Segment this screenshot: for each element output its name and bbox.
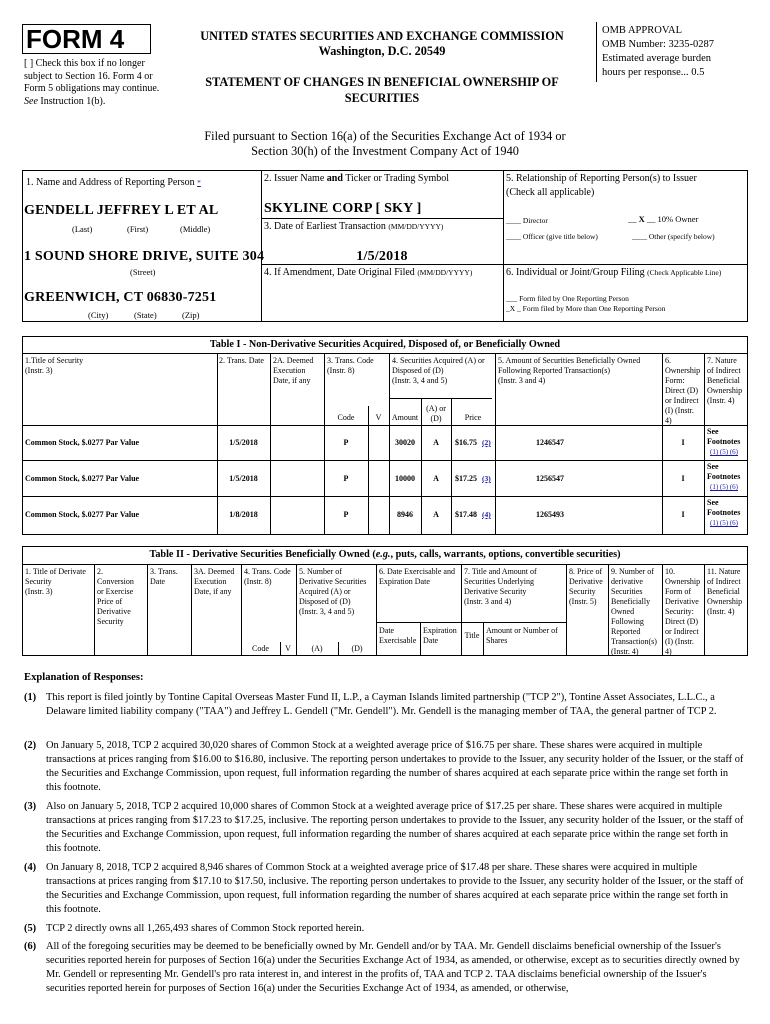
footnote-3 xyxy=(24,800,744,856)
t1-r3-date: 1/8/2018 xyxy=(229,510,258,519)
footnote-6-num: (6) xyxy=(24,941,37,952)
rel-ten-pre: __ xyxy=(628,214,637,224)
t1-r2-price xyxy=(455,474,491,484)
t1-r3-price xyxy=(455,510,491,520)
t1-r2-date: 1/5/2018 xyxy=(229,474,258,483)
t1-r2-ad: A xyxy=(433,474,439,483)
rel-ten-percent-owner xyxy=(628,215,698,225)
rel-ten-x: X xyxy=(638,214,645,224)
box1-star-link[interactable]: * xyxy=(197,178,201,187)
middle-label: (Middle) xyxy=(180,224,211,234)
divider xyxy=(270,353,271,535)
divider xyxy=(261,218,503,219)
divider xyxy=(22,353,748,354)
checkbox-text-a: [ ] Check this box if no longer subject to Section 16. Form 4 or Form 5 obligations may continue. xyxy=(24,58,160,94)
box4-label xyxy=(264,267,472,279)
box5-label-1: 5. Relationship of Reporting Person(s) to Issuer xyxy=(506,173,697,184)
divider xyxy=(22,496,748,497)
omb-number: OMB Number: 3235-0287 xyxy=(602,39,714,50)
footnote-2-num: (2) xyxy=(24,740,37,751)
statement-line-1: STATEMENT OF CHANGES IN BENEFICIAL OWNERSHIP OF xyxy=(205,75,559,89)
t1-r3-owned: 1265493 xyxy=(536,510,564,519)
omb-title: OMB APPROVAL xyxy=(602,25,683,36)
divider xyxy=(22,460,748,461)
earliest-transaction-date: 1/5/2018 xyxy=(356,249,408,264)
divider xyxy=(261,170,262,322)
box3-label-text: 3. Date of Earliest Transaction xyxy=(264,221,386,232)
t1-r2-owned: 1256547 xyxy=(536,474,564,483)
t1-r3-title: Common Stock, $.0277 Par Value xyxy=(25,510,140,519)
t1-r1-amount: 30020 xyxy=(395,438,415,447)
divider xyxy=(22,564,748,565)
filed-pursuant-1: Filed pursuant to Section 16(a) of the Securities Exchange Act of 1934 or xyxy=(204,129,566,143)
rel-officer: ____ Officer (give title below) xyxy=(506,232,598,241)
form-title: FORM 4 xyxy=(26,24,125,54)
t1-h-ad-sub: (A) or (D) xyxy=(426,404,446,423)
divider xyxy=(566,564,567,656)
t2-h-code-sub: Code xyxy=(252,644,269,653)
box3-label xyxy=(264,221,443,233)
t1-r2-nature-fn-label: Footnotes xyxy=(707,472,741,481)
t1-h-code-sub: Code xyxy=(337,413,355,422)
footnote-5-num: (5) xyxy=(24,923,37,934)
filing-one-person: ___ Form filed by One Reporting Person xyxy=(506,294,629,303)
divider xyxy=(376,622,566,623)
t1-h-nature: 7. Nature of Indirect Beneficial Ownership (Instr. 4) xyxy=(707,356,743,405)
checkbox-see: See xyxy=(24,95,38,107)
box1-label-text: 1. Name and Address of Reporting Person xyxy=(26,177,195,188)
divider xyxy=(368,406,369,535)
t1-h-form: 6. Ownership Form: Direct (D) or Indirect (I) (Instr. 4) xyxy=(665,356,701,425)
footnote-4-text: On January 8, 2018, TCP 2 acquired 8,946 shares of Common Stock at a weighted average price of $17.48 per share. These shares were acquired in multiple transactions at prices ranging from $17.10 to $17.50, inclusive. The reporting person undertakes to provide to the Issuer, any security holder of the Issuer, or the staff of the Securities and Exchange Commission, upon request, full information regarding the number of shares acquired at each separate price within the range set forth in this footnote. xyxy=(46,862,744,915)
divider xyxy=(503,170,504,322)
box4-label-text: 4. If Amendment, Date Original Filed xyxy=(264,267,415,278)
street-address: 1 SOUND SHORE DRIVE, SUITE 304 xyxy=(24,249,265,264)
t2-h-d-sub: (D) xyxy=(351,644,363,653)
box6-check: (Check Applicable Line) xyxy=(647,268,722,277)
t1-r3-nature-fn-label: Footnotes xyxy=(707,508,741,517)
divider xyxy=(389,398,492,399)
box6-label-text: 6. Individual or Joint/Group Filing xyxy=(506,267,645,278)
t2-h-number: 5. Number of Derivative Securities Acquired (A) or Disposed of (D) (Instr. 3, 4 and 5) xyxy=(299,567,367,616)
t1-r1-code: P xyxy=(343,438,349,447)
footnote-1-text: This report is filed jointly by Tontine Capital Overseas Master Fund II, L.P., a Cayman Islands limited partnership ("TCP 2"), Tontine Asset Associates, L.L.C., a Delaware limited liability company ("TAA") and Jeffrey L. Gendell ("Mr. Gendell"). Mr. Gendell is the managing member of TAA, the general partner of TCP 2. xyxy=(46,692,717,717)
t1-r3-nature-see: See xyxy=(707,498,719,507)
box5-label-2: (Check all applicable) xyxy=(506,187,595,198)
checkbox-text-b: Instruction 1(b). xyxy=(40,95,106,107)
t1-r1-date: 1/5/2018 xyxy=(229,438,258,447)
first-label: (First) xyxy=(127,224,149,234)
divider xyxy=(296,564,297,656)
t2-h-form: 10. Ownership Form of Derivative Security: Direct (D) or Indirect (I) (Instr. 4) xyxy=(665,567,701,656)
t1-r1-price-footnote[interactable]: (2) xyxy=(482,438,491,447)
statement-line-2: SECURITIES xyxy=(344,91,420,105)
t1-h-title: 1.Title of Security (Instr. 3) xyxy=(25,356,84,375)
street-label: (Street) xyxy=(130,267,156,277)
divider xyxy=(241,564,242,656)
t1-r1-owned: 1246547 xyxy=(536,438,564,447)
t2-h-date: 3. Trans. Date xyxy=(150,567,178,586)
divider xyxy=(608,564,609,656)
rel-ten-post: __ 10% Owner xyxy=(646,214,699,224)
t1-r3-nature-footnotes[interactable]: (1) (5) (6) xyxy=(710,519,738,527)
t2-h-a-sub: (A) xyxy=(311,644,323,653)
t2-h-nature: 11. Nature of Indirect Beneficial Ownership (Instr. 4) xyxy=(707,567,743,616)
t2-h-title-sub: Title xyxy=(464,631,480,640)
state-label: (State) xyxy=(134,310,157,320)
omb-burden-2: hours per response... 0.5 xyxy=(602,67,705,78)
footnote-3-text: Also on January 5, 2018, TCP 2 acquired 10,000 shares of Common Stock at a weighted average price of $17.25 per share. These shares were acquired in multiple transactions at prices ranging from $17.23 to $17.25, inclusive. The reporting person undertakes to provide to the Issuer, any security holder of the Issuer, or the staff of the Securities and Exchange Commission, upon request, full information regarding the number of shares acquired at each separate price within the range set forth in this footnote. xyxy=(46,801,744,854)
t1-h-owned: 5. Amount of Securities Beneficially Owned Following Reported Transaction(s) (Instr. 3 and 4) xyxy=(498,356,641,385)
filed-pursuant-2: Section 30(h) of the Investment Company Act of 1940 xyxy=(251,144,519,158)
divider xyxy=(147,564,148,656)
t2-h-deemed: 3A. Deemed Execution Date, if any xyxy=(194,567,235,596)
t1-r2-nature-footnotes[interactable]: (1) (5) (6) xyxy=(710,483,738,491)
t2-title-a: Table II - Derivative Securities Beneficially Owned ( xyxy=(149,549,376,560)
omb-burden-1: Estimated average burden xyxy=(602,53,712,64)
t2-h-derivative-owned: 9. Number of derivative Securities Beneficially Owned Following Reported Transaction(s) (Instr. 4) xyxy=(611,567,657,656)
t1-r2-price-footnote[interactable]: (3) xyxy=(482,474,491,483)
divider xyxy=(704,564,705,656)
box2-label xyxy=(264,173,449,185)
t1-r1-price-val: $16.75 xyxy=(455,438,477,447)
footnote-5 xyxy=(24,922,744,936)
divider xyxy=(461,564,462,656)
filing-more-persons: _X _ Form filed by More than One Reporting Person xyxy=(506,304,666,313)
divider xyxy=(420,622,421,656)
t2-title-b: , puts, calls, warrants, options, convertible securities) xyxy=(390,549,621,560)
last-label: (Last) xyxy=(72,224,93,234)
footnote-2 xyxy=(24,739,744,795)
footnote-4-num: (4) xyxy=(24,862,37,873)
t1-h-v-sub: V xyxy=(375,413,382,422)
box6-label xyxy=(506,267,721,279)
t1-h-deemed: 2A. Deemed Execution Date, if any xyxy=(273,356,314,385)
box2-label-and: and xyxy=(326,173,343,184)
footnote-4 xyxy=(24,861,744,917)
t2-h-date-ex-sub: Date Exercisable xyxy=(379,626,417,645)
t1-h-acquired: 4. Securities Acquired (A) or Disposed of (D) (Instr. 3, 4 and 5) xyxy=(392,356,485,385)
t1-r3-price-footnote[interactable]: (4) xyxy=(482,510,491,519)
t2-h-exp-sub: Expiration Date xyxy=(423,626,457,645)
agency-line-2: Washington, D.C. 20549 xyxy=(318,44,446,58)
box2-label-b: Ticker or Trading Symbol xyxy=(345,173,450,184)
t1-h-code: 3. Trans. Code (Instr. 8) xyxy=(327,356,374,375)
rel-director: ____ Director xyxy=(506,216,548,225)
footnote-2-text: On January 5, 2018, TCP 2 acquired 30,020 shares of Common Stock at a weighted average price of $16.75 per share. These shares were acquired in multiple transactions at prices ranging from $16.00 to $16.80, inclusive. The reporting person undertakes to provide to the Issuer, any security holder of the Issuer, or the staff of the Securities and Exchange Commission, upon request, full information regarding the number of shares acquired at each separate price within the range set forth in this footnote. xyxy=(46,740,744,793)
footnote-5-text: TCP 2 directly owns all 1,265,493 shares of Common Stock reported herein. xyxy=(46,923,365,934)
divider xyxy=(191,564,192,656)
t2-title-eg: e.g. xyxy=(375,549,391,560)
footnote-6 xyxy=(24,940,744,996)
box2-label-a: 2. Issuer Name xyxy=(264,173,325,184)
city-state-zip: GREENWICH, CT 06830-7251 xyxy=(24,290,217,305)
t1-r2-price-val: $17.25 xyxy=(455,474,477,483)
agency-line-1: UNITED STATES SECURITIES AND EXCHANGE COMMISSION xyxy=(200,29,564,43)
divider xyxy=(376,564,377,656)
t1-r2-form: I xyxy=(681,474,685,483)
t2-h-price: 8. Price of Derivative Security (Instr. 5) xyxy=(569,567,603,606)
rel-other: ____ Other (specify below) xyxy=(632,232,715,241)
reporting-person-name: GENDELL JEFFREY L ET AL xyxy=(24,203,219,218)
t1-r2-code: P xyxy=(343,474,349,483)
t1-r1-nature-fn-label: Footnotes xyxy=(707,437,741,446)
t2-h-code: 4. Trans. Code (Instr. 8) xyxy=(244,567,291,586)
t2-h-exercisable: 6. Date Exercisable and Expiration Date xyxy=(379,567,455,586)
t1-r3-form: I xyxy=(681,510,685,519)
footnote-1 xyxy=(24,691,744,719)
t1-r3-amount: 8946 xyxy=(397,510,413,519)
box4-format: (MM/DD/YYYY) xyxy=(417,268,473,277)
t1-r2-title: Common Stock, $.0277 Par Value xyxy=(25,474,140,483)
t1-r2-nature-see: See xyxy=(707,462,719,471)
t2-h-title: 1. Title of Derivate Security (Instr. 3) xyxy=(25,567,86,596)
footnote-6-text: All of the foregoing securities may be deemed to be beneficially owned by Mr. Gendell and/or by TAA. Mr. Gendell disclaims beneficial ownership of the Issuer's securities reported herein for purposes of Section 16(a) under the Securities Exchange Act of 1934, as amended, or otherwise, except as to securities directly owned by Mr. Gendell or representing Mr. Gendell's pro rata interest in, and interest in the profits of, TAA and TCP 2. TAA disclaims beneficial ownership of the Issuer's securities reported herein for purposes of Section 16(a) under the Securities Exchange Act of 1934, as amended, or otherwise, xyxy=(46,941,740,994)
t1-r1-nature-footnotes[interactable]: (1) (5) (6) xyxy=(710,448,738,456)
t1-r1-nature-see: See xyxy=(707,427,719,436)
t1-r2-amount: 10000 xyxy=(395,474,415,483)
t1-r3-code: P xyxy=(343,510,349,519)
table1-title: Table I - Non-Derivative Securities Acquired, Disposed of, or Beneficially Owned xyxy=(209,339,561,350)
zip-label: (Zip) xyxy=(182,310,200,320)
t1-r1-form: I xyxy=(681,438,685,447)
t2-h-v-sub: V xyxy=(285,644,291,653)
t2-h-underlying: 7. Title and Amount of Securities Underlying Derivative Security (Instr. 3 and 4) xyxy=(464,567,537,606)
divider xyxy=(662,564,663,656)
issuer-name: SKYLINE CORP [ SKY ] xyxy=(264,201,422,216)
t1-r3-ad: A xyxy=(433,510,439,519)
footnote-1-num: (1) xyxy=(24,692,37,703)
t1-r1-price xyxy=(455,438,491,448)
t2-h-amount-sub: Amount or Number of Shares xyxy=(486,626,558,645)
t1-r1-title: Common Stock, $.0277 Par Value xyxy=(25,438,140,447)
t1-h-price-sub: Price xyxy=(464,413,482,422)
divider xyxy=(483,622,484,656)
t1-r3-price-val: $17.48 xyxy=(455,510,477,519)
t1-r1-ad: A xyxy=(433,438,439,447)
footnote-3-num: (3) xyxy=(24,801,37,812)
section16-checkbox-text[interactable] xyxy=(24,58,172,108)
divider xyxy=(94,564,95,656)
t2-h-conversion: 2. Conversion or Exercise Price of Derivative Security xyxy=(97,567,134,626)
explanation-heading: Explanation of Responses: xyxy=(24,672,144,683)
t1-h-date: 2. Trans. Date xyxy=(219,356,264,365)
box3-format: (MM/DD/YYYY) xyxy=(388,222,444,231)
city-label: (City) xyxy=(88,310,109,320)
divider xyxy=(22,425,748,426)
divider xyxy=(704,353,705,535)
t1-h-amount-sub: Amount xyxy=(391,413,419,422)
box1-label xyxy=(26,177,201,189)
table2-title xyxy=(22,549,748,560)
